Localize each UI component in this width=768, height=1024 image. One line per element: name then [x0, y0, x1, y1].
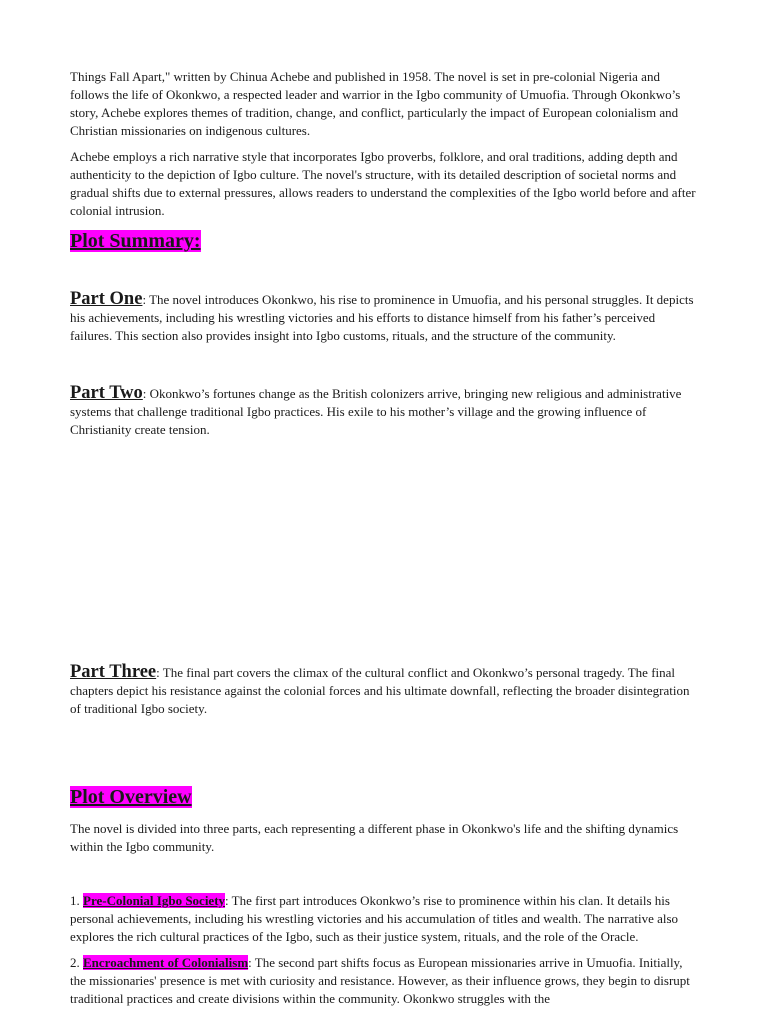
part-three-paragraph	[70, 663, 700, 718]
plot-overview-section-heading	[70, 784, 700, 810]
part-three-label: Part Three	[70, 662, 157, 682]
part-two-paragraph	[70, 384, 700, 439]
plot-summary-section-heading	[70, 228, 700, 254]
intro-section	[70, 68, 700, 220]
overview-item-2-text: : The second part shifts focus as European missionaries arrive in Umuofia. Initially, the missionaries' presence is met with curiosity and resistance. However, as their influence grows, they begin to disrupt traditional practices and create divisions within the community. Okonkwo struggles with the	[70, 955, 690, 1006]
part-one-text: : The novel introduces Okonkwo, his rise to prominence in Umuofia, and his personal struggles. It depicts his achievements, including his wrestling victories and his efforts to distance himself from his father’s perceived failures. This section also provides insight into Igbo customs, rituals, and the structure of the community.	[70, 292, 694, 343]
intro-paragraph-1: Things Fall Apart," written by Chinua Achebe and published in 1958. The novel is set in pre-colonial Nigeria and follows the life of Okonkwo, a respected leader and warrior in the Igbo community of Umuofia. Through Okonkwo’s story, Achebe explores themes of tradition, change, and conflict, particularly the impact of European colonialism and Christian missionaries on indigenous cultures.	[70, 69, 681, 138]
part-three-text: : The final part covers the climax of the cultural conflict and Okonkwo’s personal tragedy. The final chapters depict his resistance against the colonial forces and his ultimate downfall, reflecting the broader disintegration of traditional Igbo society.	[70, 665, 690, 716]
overview-item-2	[70, 954, 700, 1008]
overview-item-1-number: 1.	[70, 893, 83, 908]
plot-summary-heading: Plot Summary:	[70, 230, 201, 252]
plot-overview-list	[70, 892, 700, 1008]
overview-item-1-text: : The first part introduces Okonkwo’s rise to prominence within his clan. It details his personal achievements, including his wrestling victories and his accumulation of titles and wealth. The narrative also explores the rich cultural practices of the Igbo, such as their justice system, rituals, and the role of the Oracle.	[70, 893, 679, 944]
part-one-paragraph	[70, 290, 700, 345]
overview-item-2-label: Encroachment of Colonialism	[83, 955, 249, 970]
overview-item-1	[70, 892, 700, 946]
overview-item-2-number: 2.	[70, 955, 83, 970]
part-two-text: : Okonkwo’s fortunes change as the British colonizers arrive, bringing new religious and administrative systems that challenge traditional Igbo practices. His exile to his mother’s village and the growing influence of Christianity create tension.	[70, 386, 682, 437]
plot-overview-intro-section	[70, 820, 700, 856]
part-one-label: Part One	[70, 289, 143, 309]
plot-overview-heading: Plot Overview	[70, 786, 192, 808]
overview-item-1-label: Pre-Colonial Igbo Society	[83, 893, 226, 908]
intro-paragraph-2: Achebe employs a rich narrative style that incorporates Igbo proverbs, folklore, and oral traditions, adding depth and authenticity to the depiction of Igbo culture. The novel's structure, with its detailed description of societal norms and gradual shifts due to external pressures, allows readers to understand the complexities of the Igbo world before and after colonial intrusion.	[70, 149, 696, 218]
part-three-section	[70, 663, 700, 718]
plot-overview-intro: The novel is divided into three parts, each representing a different phase in Okonkwo's life and the shifting dynamics within the Igbo community.	[70, 821, 679, 854]
part-two-label: Part Two	[70, 383, 143, 403]
part-two-section	[70, 384, 700, 439]
part-one-section	[70, 290, 700, 345]
